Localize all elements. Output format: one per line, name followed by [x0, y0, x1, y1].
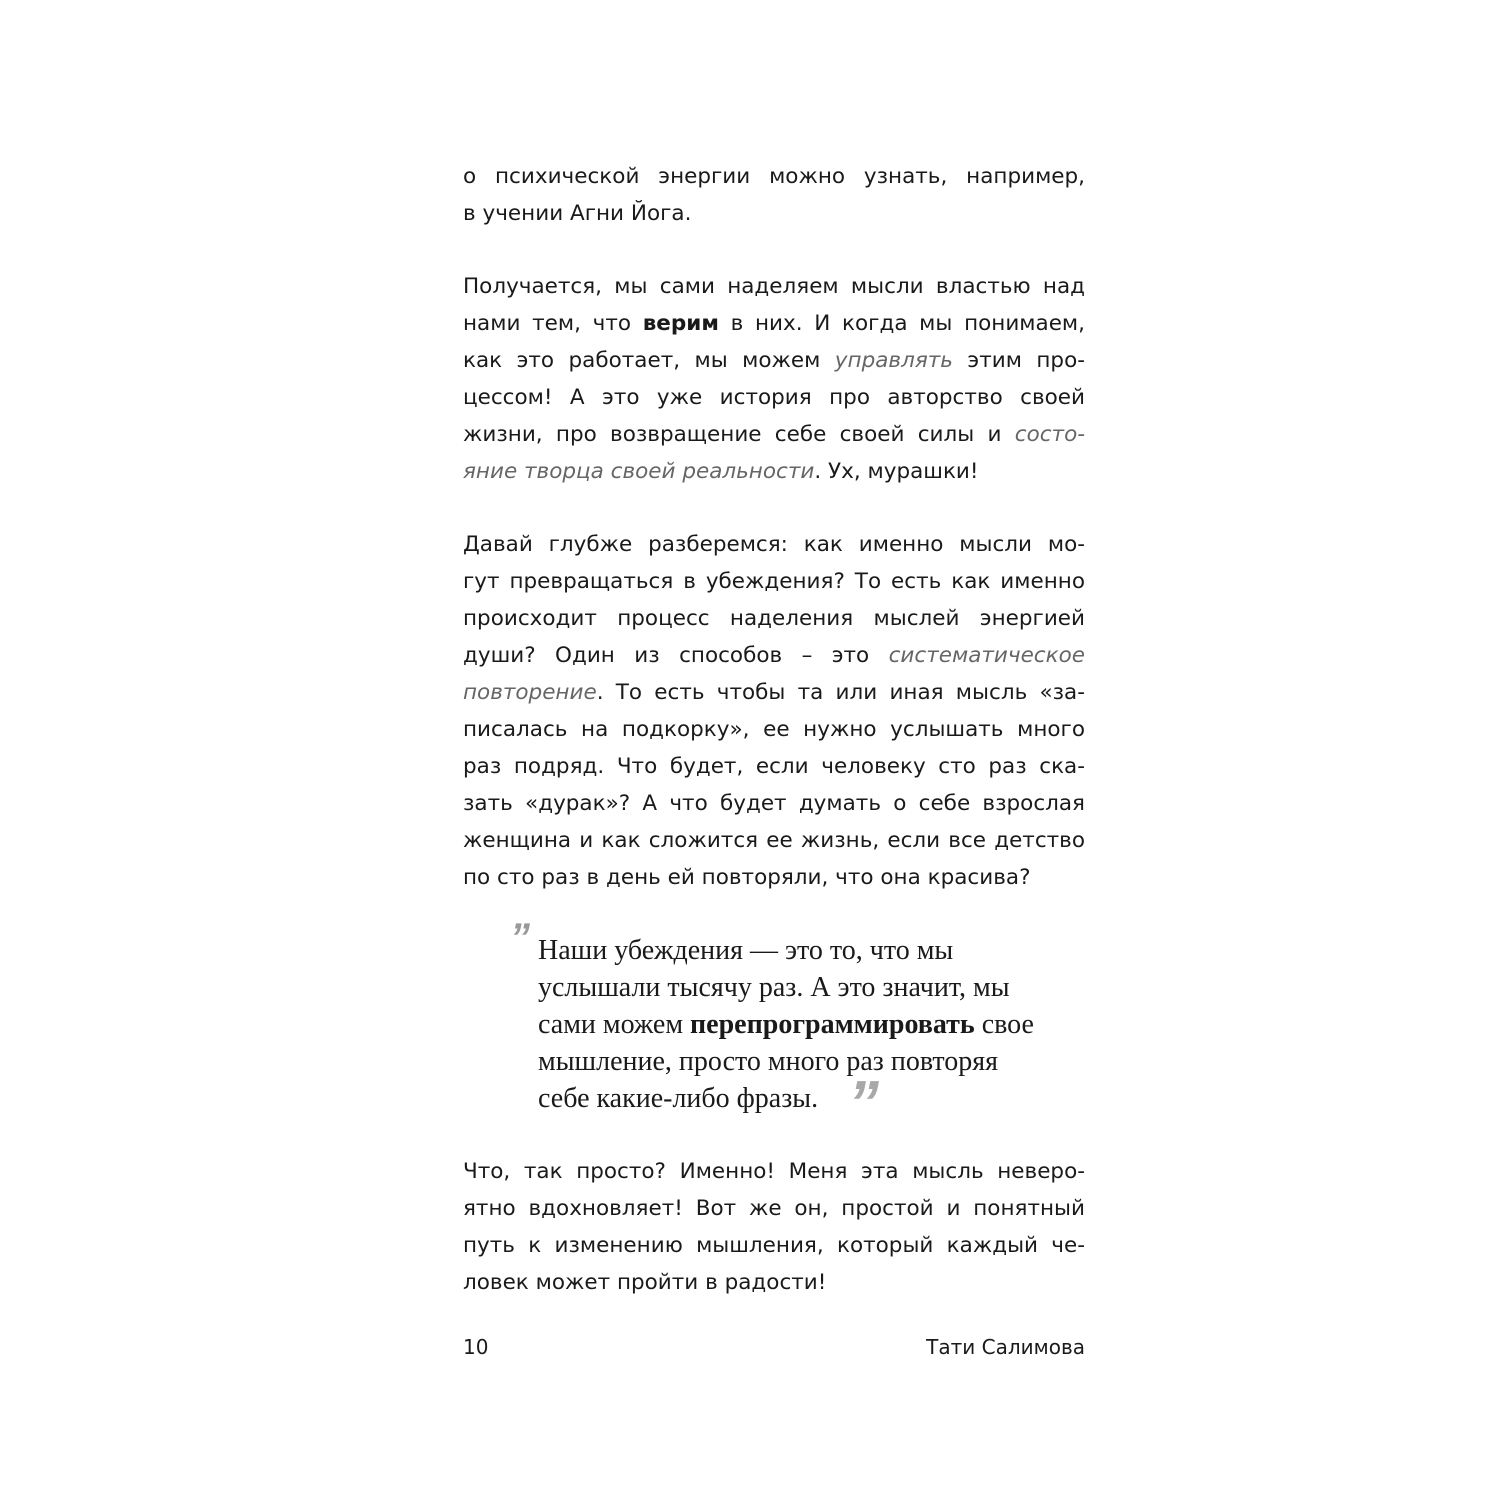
italic-text: яние творца своей реальности [463, 459, 815, 484]
text-line [538, 1006, 1068, 1043]
italic-text: управлять [834, 348, 953, 373]
page-body [463, 158, 1085, 1337]
text-segment: о психической энергии можно узнать, например, [463, 164, 1085, 189]
text-line [463, 379, 1085, 416]
page-footer [463, 1335, 1085, 1359]
text-line [463, 1227, 1085, 1264]
text-line [463, 1153, 1085, 1190]
text-segment: как это работает, мы можем [463, 348, 835, 373]
paragraph [463, 158, 1085, 232]
text-line [538, 932, 1068, 969]
text-segment: ятно вдохновляет! Вот же он, простой и понятный [463, 1196, 1085, 1221]
text-segment: мышление, просто много раз повторяя [538, 1046, 998, 1077]
text-line [463, 674, 1085, 711]
text-segment: сами можем [538, 1009, 691, 1040]
text-line [463, 1264, 1085, 1301]
author-name: Тати Салимова [926, 1335, 1085, 1359]
open-quote-mark: ” [510, 916, 530, 960]
text-segment: себе какие-либо фразы. [538, 1083, 819, 1114]
bold-text: перепрограммировать [690, 1009, 975, 1040]
text-segment: Что, так просто? Именно! Меня эта мысль неверо- [463, 1159, 1085, 1184]
text-segment: . То есть чтобы та или иная мысль «за- [596, 680, 1085, 705]
text-line [463, 195, 1085, 232]
italic-text: состо- [1014, 422, 1085, 447]
bold-text: верим [642, 311, 719, 336]
paragraph [463, 526, 1085, 896]
text-segment: женщина и как сложится ее жизнь, если все детство [463, 828, 1085, 853]
text-line [538, 1043, 1068, 1080]
text-line [463, 305, 1085, 342]
text-segment: писалась на подкорку», ее нужно услышать много [463, 717, 1085, 742]
close-quote-mark: ” [848, 1069, 879, 1138]
text-segment: происходит процесс наделения мыслей энергией [463, 606, 1085, 631]
paragraph [463, 1153, 1085, 1301]
text-segment: услышали тысячу раз. А это значит, мы [538, 972, 1010, 1003]
text-line [463, 1190, 1085, 1227]
text-segment: жизни, про возвращение себе своей силы и [463, 422, 1015, 447]
pull-quote [510, 916, 1068, 1138]
text-segment: Наши убеждения — это то, что мы [538, 935, 954, 966]
text-line [463, 637, 1085, 674]
text-line [463, 416, 1085, 453]
text-segment: в них. И когда мы понимаем, [718, 311, 1085, 336]
italic-text: систематическое [888, 643, 1085, 668]
text-segment: в учении Агни Йога. [463, 201, 692, 226]
text-segment: гут превращаться в убеждения? То есть как именно [463, 569, 1085, 594]
text-line [463, 711, 1085, 748]
text-segment: этим про- [952, 348, 1085, 373]
text-line [463, 526, 1085, 563]
text-segment: нами тем, что [463, 311, 643, 336]
text-segment: Получается, мы сами наделяем мысли властью над [463, 274, 1085, 299]
text-line [463, 268, 1085, 305]
text-segment: зать «дурак»? А что будет думать о себе взрослая [463, 791, 1085, 816]
text-line [463, 785, 1085, 822]
text-line [463, 748, 1085, 785]
text-segment: раз подряд. Что будет, если человеку сто раз ска- [463, 754, 1085, 779]
text-line [463, 600, 1085, 637]
text-segment: путь к изменению мышления, который каждый че- [463, 1233, 1085, 1258]
text-segment: по сто раз в день ей повторяли, что она красива? [463, 865, 1031, 890]
text-line [463, 859, 1085, 896]
text-line [463, 158, 1085, 195]
text-segment: цессом! А это уже история про авторство своей [463, 385, 1085, 410]
text-segment: души? Один из способов – это [463, 643, 889, 668]
text-line [538, 969, 1068, 1006]
text-line [463, 563, 1085, 600]
text-segment: ловек может пройти в радости! [463, 1270, 827, 1295]
body-text-top [463, 158, 1085, 896]
text-segment: свое [974, 1009, 1034, 1040]
italic-text: повторение [463, 680, 597, 705]
text-line [463, 342, 1085, 379]
body-text-bottom [463, 1153, 1085, 1301]
text-line [538, 1080, 1068, 1117]
text-line [463, 822, 1085, 859]
text-segment: Давай глубже разберемся: как именно мысли мо- [463, 532, 1085, 557]
page-number: 10 [463, 1335, 489, 1359]
text-segment: . Ух, мурашки! [814, 459, 979, 484]
paragraph [463, 268, 1085, 490]
text-line [463, 453, 1085, 490]
